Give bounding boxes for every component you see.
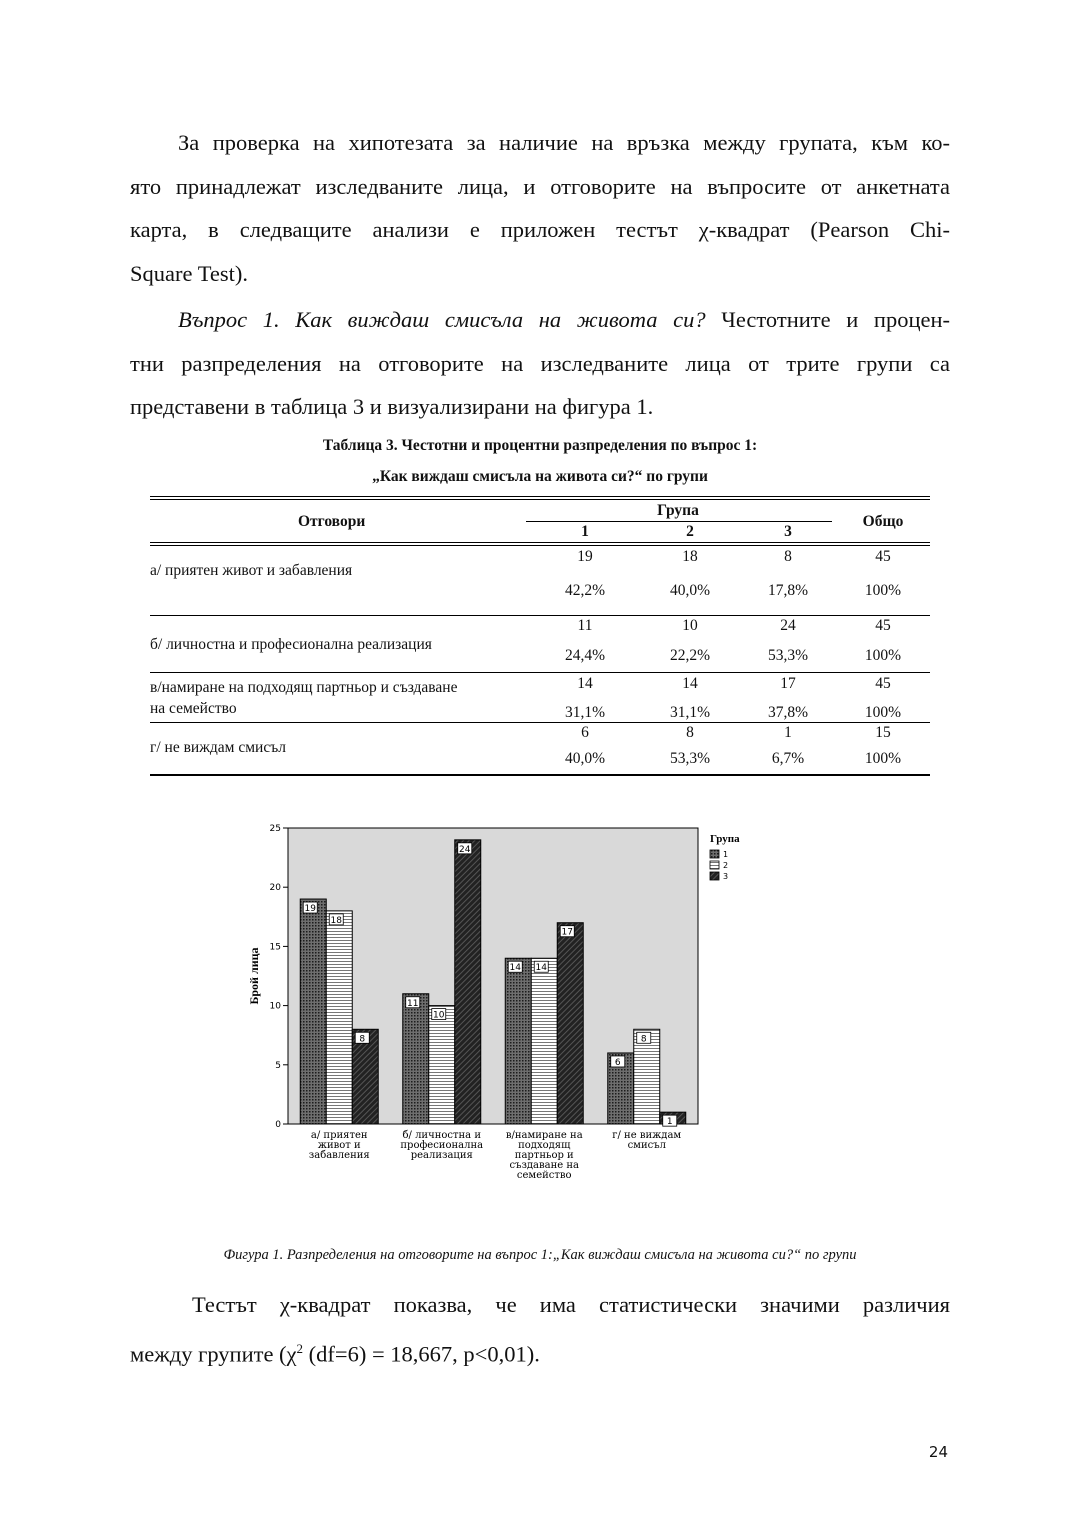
y-tick-label: 5 [275,1060,281,1071]
legend-label: 1 [723,850,729,859]
x-tick-label: живот и [317,1140,361,1151]
row-label-c-cont: на семейство [150,700,237,717]
bar [429,1006,455,1124]
count-cell: 45 [875,617,891,634]
pct-cell: 31,1% [564,704,606,721]
conclusion-line2-post: (df=6) = 18,667, p<0,01). [303,1341,540,1366]
conclusion-line [130,1327,950,1376]
question-line: тни разпределения на отговорите на изследваните лица от трите групи са [130,350,950,376]
count-cell: 8 [686,724,694,741]
pct-cell: 24,4% [564,647,606,664]
table-caption-line1: Таблица 3. Честотни и процентни разпределения по въпрос 1: [322,437,758,454]
count-cell: 6 [581,724,589,741]
x-tick-label: б/ личностна и [402,1130,481,1141]
question-title: Въпрос 1. Как виждаш смисъла на живота си? [178,307,706,332]
x-tick-label: забавления [308,1150,370,1161]
bar [557,923,583,1124]
pct-cell: 37,8% [767,704,809,721]
pct-cell: 6,7% [771,750,805,767]
data-label: 18 [330,915,342,926]
pct-cell: 100% [864,647,902,664]
bar-chart [240,820,780,1210]
pct-cell: 100% [864,704,902,721]
count-cell: 14 [682,675,698,692]
pct-cell: 22,2% [669,647,711,664]
count-cell: 14 [577,675,593,692]
count-cell: 15 [875,724,891,741]
question-line-rest: Честотните и процен- [705,307,951,332]
x-tick-label: партньор и [514,1150,574,1161]
pct-cell: 31,1% [669,704,711,721]
pct-cell: 100% [864,582,902,599]
bar [326,911,352,1124]
legend-label: 2 [723,861,729,870]
bar [403,994,429,1124]
data-label: 8 [640,1034,647,1045]
page-number: 24 [928,1443,948,1461]
bar [300,899,326,1124]
count-cell: 45 [875,548,891,565]
bar [505,958,531,1124]
chi-square-superscript: 2 [296,1340,304,1356]
conclusion-paragraph [130,1283,950,1376]
header-answers: Отговори [298,513,366,530]
header-group: Група [657,502,699,519]
x-tick-label: реализация [410,1150,473,1161]
x-tick-label: г/ не виждам [612,1130,682,1141]
count-cell: 45 [875,675,891,692]
x-tick-label: създаване на [509,1160,580,1171]
y-tick-label: 20 [269,883,281,894]
count-cell: 24 [780,617,796,634]
legend-swatch [710,872,719,880]
header-col-1: 1 [581,523,589,540]
x-tick-label: смисъл [627,1140,666,1151]
data-label: 1 [666,1117,673,1128]
y-tick-label: 15 [269,942,281,953]
data-label: 19 [304,904,316,915]
data-label: 17 [561,927,573,938]
row-label-a: а/ приятен живот и забавления [150,562,353,579]
header-col-2: 2 [686,523,694,540]
x-tick-label: професионална [400,1140,484,1151]
x-tick-label: подходящ [518,1140,571,1151]
question-line: представени в таблица 3 и визуализирани на фигура 1. [130,394,654,419]
legend-swatch [710,861,719,869]
y-tick-label: 10 [269,1001,281,1012]
x-tick-label: семейство [516,1170,572,1181]
x-tick-label: в/намиране на [505,1130,583,1141]
count-cell: 11 [577,617,593,634]
question-line [130,298,950,342]
intro-line: Square Test). [130,260,248,286]
intro-line: За проверка на хипотезата за наличие на връзка между групата, към ко- [178,130,950,155]
pct-cell: 40,0% [564,750,606,767]
y-axis-label: Брой лица [247,947,261,1005]
pct-cell: 17,8% [767,582,809,599]
pct-cell: 40,0% [669,582,711,599]
data-label: 6 [614,1057,621,1068]
data-label: 8 [359,1034,366,1045]
count-cell: 1 [784,724,792,741]
count-cell: 17 [780,675,796,692]
legend-swatch [710,850,719,858]
count-cell: 8 [784,548,792,565]
conclusion-line: Тестът χ-квадрат показва, че има статистически значими различия [192,1292,950,1317]
intro-paragraph [130,121,950,295]
row-label-d: г/ не виждам смисъл [150,739,286,756]
conclusion-line2-pre: между групите (χ [130,1341,297,1366]
legend-label: 3 [723,872,729,881]
question-paragraph [130,298,950,429]
count-cell: 18 [682,548,698,565]
pct-cell: 100% [864,750,902,767]
data-label: 24 [459,844,471,855]
intro-line: карта, в следващите анализи е приложен тестът χ-квадрат (Pearson Chi- [130,217,950,242]
data-label: 10 [433,1010,445,1021]
x-tick-label: а/ приятен [310,1130,368,1141]
data-label: 11 [407,998,419,1009]
data-label: 14 [509,963,521,974]
bar [455,840,481,1124]
row-label-c: в/намиране на подходящ партньор и създаване [150,679,458,696]
bar [531,958,557,1124]
header-total: Общо [862,513,904,530]
figure-caption: Фигура 1. Разпределения на отговорите на въпрос 1:„Как виждаш смисъла на живота си?“ по групи [223,1247,857,1263]
intro-line: ято принадлежат изследваните лица, и отговорите на въпросите от анкетната [130,173,950,199]
frequency-table [150,496,930,776]
y-tick-label: 0 [275,1120,281,1130]
row-label-b: б/ личностна и професионална реализация [150,636,432,653]
data-label: 14 [535,963,547,974]
pct-cell: 53,3% [669,750,711,767]
count-cell: 19 [577,548,593,565]
pct-cell: 53,3% [767,647,809,664]
count-cell: 10 [682,617,698,634]
y-tick-label: 25 [269,824,281,834]
legend-title: Група [710,833,740,845]
header-col-3: 3 [784,523,792,540]
pct-cell: 42,2% [564,582,606,599]
table-caption-line2: „Как виждаш смисъла на живота си?“ по групи [372,468,708,485]
